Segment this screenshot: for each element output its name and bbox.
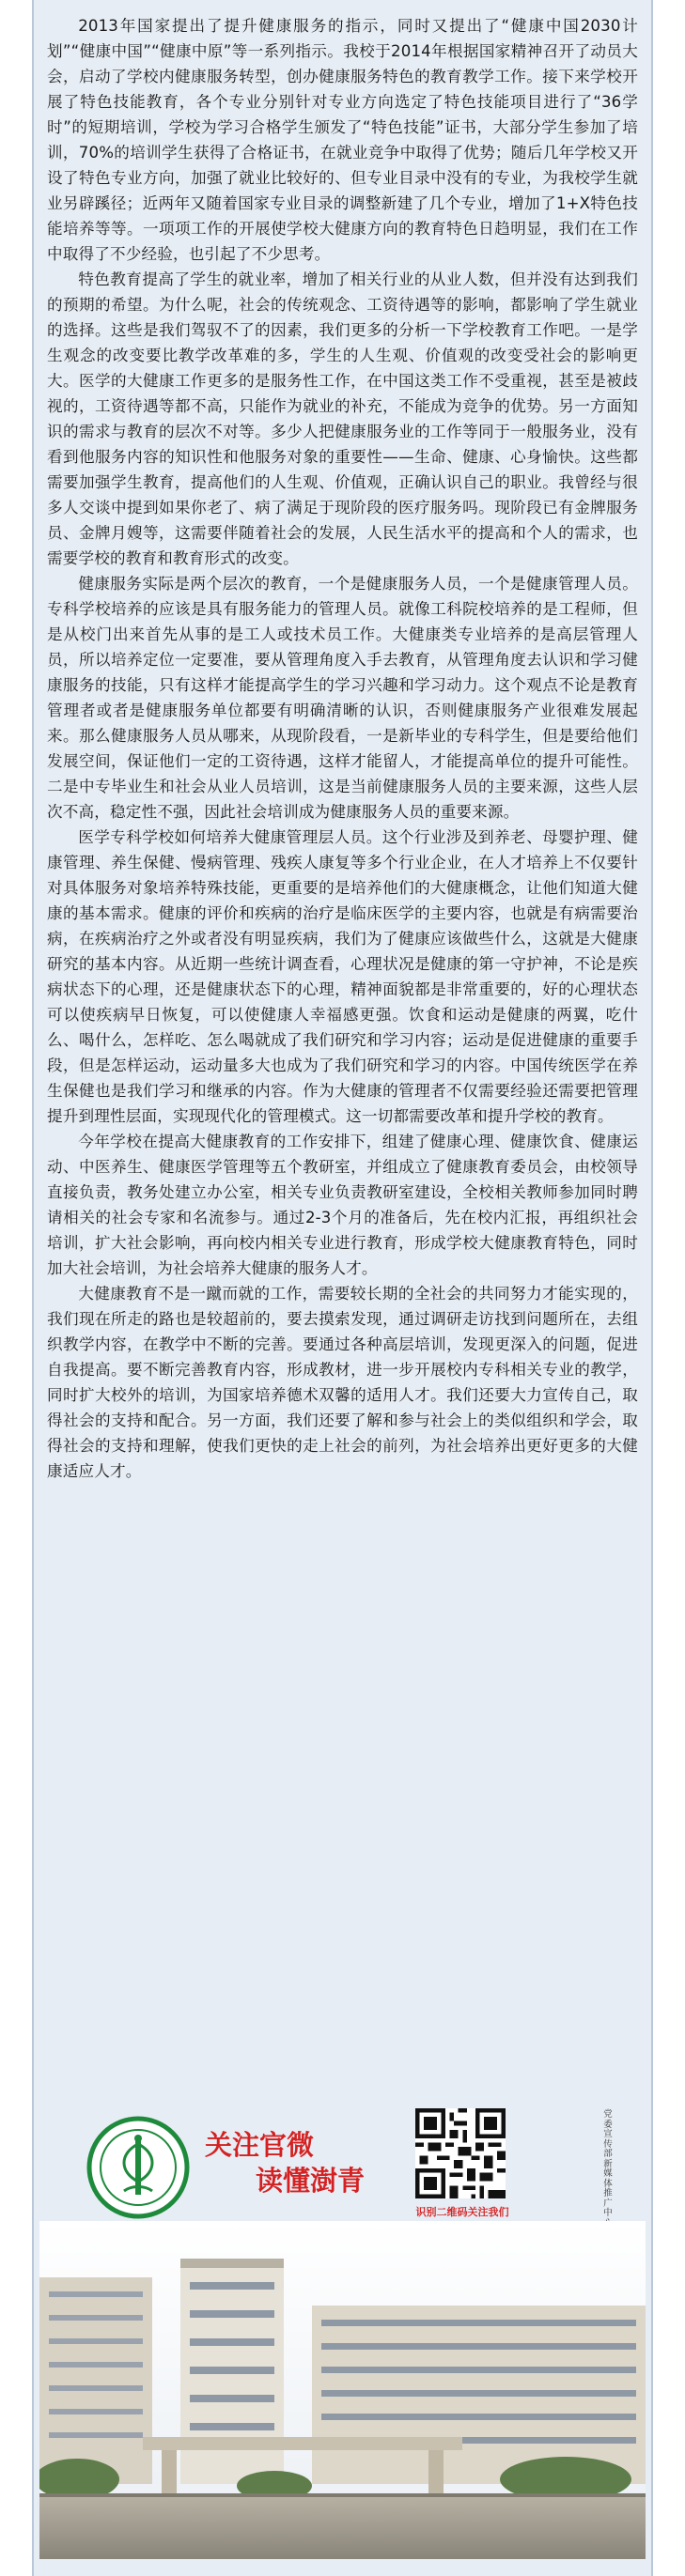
paragraph-2: 特色教育提高了学生的就业率，增加了相关行业的从业人数，但并没有达到我们的预期的希望。为什么呢，社会的传统观念、工资待遇等的影响，都影响了学生就业的选择。这些是我们驾驭不了的因素，我们更多的分析一下学校教育工作吧。一是学生观念的改变要比教学改革难的多，学生的人生观、价值观的改变受社会的影响更大。医学的大健康工作更多的是服务性工作，在中国这类工作不受重视，甚至是被歧视的，工资待遇等都不高，只能作为就业的补充，不能成为竞争的优势。另一方面知识的需求与教育的层次不对等。多少人把健康服务业的工作等同于一般服务业，没有看到他服务内容的知识性和他服务对象的重要性——生命、健康、心身愉快。这些都需要加强学生教育，提高他们的人生观、价值观，正确认识自己的职业。我曾经与很多人交谈中提到如果你老了、病了满足于现阶段的医疗服务吗。现阶段已有金牌服务员、金牌月嫂等，这需要伴随着社会的发展，人民生活水平的提高和个人的需求，也需要学校的教育和教育形式的改变。 — [47, 270, 638, 567]
qr-caption: 识别二维码关注我们 — [415, 2206, 509, 2218]
article-body — [47, 13, 638, 1484]
paragraph-1: 2013年国家提出了提升健康服务的指示，同时又提出了“健康中国2030计划”“健康中国”“健康中原”等一系列指示。我校于2014年根据国家精神召开了动员大会，启动了学校内健康服务转型，创办健康服务特色的教育教学工作。接下来学校开展了特色技能教育，各个专业分别针对专业方向选定了特色技能项目进行了“36学时”的短期培训，学校为学习合格学生颁发了“特色技能”证书，大部分学生参加了培训，70%的培训学生获得了合格证书，在就业竞争中取得了优势；随后几年学校又开设了特色专业方向，加强了就业比较好的、但专业目录中没有的专业，为我校学生就业另辟蹊径；近两年又随着国家专业目录的调整新建了几个专业，增加了1+X特色技能培养等等。一项项工作的开展使学校大健康方向的教育特色日趋明显，我们在工作中取得了不少经验，也引起了不少思考。 — [47, 17, 638, 263]
publisher-vertical-text: 党委宣传部新媒体推广中 — [603, 2109, 613, 2218]
paragraph-5: 今年学校在提高大健康教育的工作安排下，组建了健康心理、健康饮食、健康运动、中医养生、健康医学管理等五个教研室，并组成立了健康教育委员会，由校领导直接负责，教务处建立办公室，相关专业负责教研室建设，全校相关教师参加同时聘请相关的社会专家和名流参与。通过2-3个月的准备后，先在校内汇报，再组织社会培训，扩大社会影响，再向校内相关专业进行教育，形成学校大健康教育特色，同时加大社会培训，为社会培养大健康的服务人才。 — [47, 1133, 638, 1277]
school-logo-icon — [86, 2116, 190, 2219]
paragraph-6: 大健康教育不是一蹴而就的工作，需要较长期的全社会的共同努力才能实现的，我们现在所走的路也是较超前的，要去摸索发现，通过调研走访找到问题所在，去组织教学内容，在教学中不断的完善。要通过各种高层培训，发现更深入的问题，促进自我提高。要不断完善教育内容，形成教材，进一步开展校内专科相关专业的教学，同时扩大校外的培训，为国家培养德术双馨的适用人才。我们还要大力宣传自己，取得社会的支持和配合。另一方面，我们还要了解和参与社会上的类似组织和学会，取得社会的支持和理解，使我们更快的走上社会的前列，为社会培养出更好更多的大健康适应人才。 — [47, 1285, 638, 1480]
slogan — [205, 2127, 365, 2198]
footer-banner — [39, 2099, 646, 2568]
qr-code-icon[interactable] — [415, 2108, 506, 2198]
paragraph-4: 医学专科学校如何培养大健康管理层人员。这个行业涉及到养老、母婴护理、健康管理、养生保健、慢病管理、残疾人康复等多个行业企业，在人才培养上不仅要针对具体服务对象培养特殊技能，更重要的是培养他们的大健康概念，让他们知道大健康的基本需求。健康的评价和疾病的治疗是临床医学的主要内容，也就是有病需要治病，在疾病治疗之外或者没有明显疾病，我们为了健康应该做些什么，这就是大健康研究的基本内容。从近期一些统计调查看，心理状况是健康的第一守护神，不论是疾病状态下的心理，还是健康状态下的心理，精神面貌都是非常重要的，好的心理状态可以使疾病早日恢复，可以使健康人幸福感更强。饮食和运动是健康的两翼，吃什么、喝什么，怎样吃、怎么喝就成了我们研究和学习内容；运动是促进健康的重要手段，但是怎样运动，运动量多大也成为了我们研究和学习的内容。中国传统医学在养生保健也是我们学习和继承的内容。作为大健康的管理者不仅需要经验还需要把管理提升到理性层面，实现现代化的管理模式。这一切都需要改革和提升学校的教育。 — [47, 828, 638, 1125]
slogan-line-2: 读懂澍青 — [256, 2165, 366, 2197]
campus-buildings-illustration — [39, 2221, 646, 2559]
paragraph-3: 健康服务实际是两个层次的教育，一个是健康服务人员，一个是健康管理人员。专科学校培养的应该是具有服务能力的管理人员。就像工科院校培养的是工程师，但是从校门出来首先从事的是工人或技术员工作。大健康类专业培养的是高层管理人员，所以培养定位一定要准，要从管理角度入手去教育，从管理角度去认识和学习健康服务的技能，只有这样才能提高学生的学习兴趣和学习动力。这个观点不论是教育管理者或者是健康服务单位都要有明确清晰的认识，否则健康服务产业很难发展起来。那么健康服务人员从哪来，从现阶段看，一是新毕业的专科学生，但是要给他们发展空间，保证他们一定的工资待遇，这样才能留人，才能提高单位的提升可能性。二是中专毕业生和社会从业人员培训，这是当前健康服务人员的主要来源，这些人层次不高，稳定性不强，因此社会培训成为健康服务人员的重要来源。 — [47, 575, 638, 821]
slogan-line-1: 关注官微 — [205, 2129, 315, 2161]
